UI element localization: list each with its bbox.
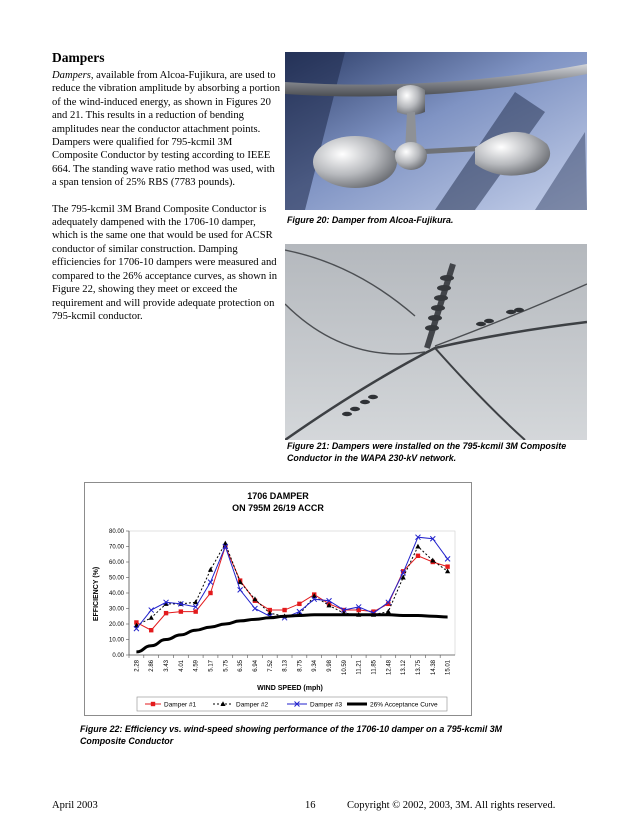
section-title: Dampers bbox=[52, 50, 105, 65]
x-tick-label: 11.21 bbox=[356, 660, 363, 675]
x-tick-label: 4.01 bbox=[178, 660, 185, 672]
damper-1-point bbox=[445, 564, 449, 568]
line-dampers-photo bbox=[285, 244, 587, 440]
y-tick-label: 20.00 bbox=[108, 622, 124, 629]
figure-21-caption: Figure 21: Dampers were installed on the 795-kcmil 3M Composite Conductor in the WAPA 230-kV network. bbox=[287, 441, 567, 463]
chart-plot-area bbox=[109, 529, 455, 675]
x-tick-label: 5.17 bbox=[208, 660, 215, 672]
y-tick-label: 50.00 bbox=[108, 575, 124, 582]
x-tick-label: 11.85 bbox=[371, 660, 378, 675]
figure-20-caption: Figure 20: Damper from Alcoa-Fujikura. bbox=[287, 215, 454, 225]
x-tick-label: 15.01 bbox=[445, 660, 452, 676]
x-tick-label: 5.75 bbox=[223, 660, 230, 672]
footer-date: April 2003 bbox=[52, 800, 98, 811]
y-tick-label: 30.00 bbox=[108, 606, 124, 613]
damper-1-point bbox=[282, 608, 286, 612]
x-tick-label: 13.12 bbox=[401, 660, 408, 676]
legend-label: Damper #3 bbox=[310, 701, 343, 709]
paragraph-1 bbox=[52, 69, 280, 190]
damper-1-point bbox=[149, 628, 153, 632]
x-tick-label: 9.34 bbox=[312, 660, 319, 672]
body-text bbox=[52, 69, 280, 336]
y-tick-label: 0.00 bbox=[112, 653, 124, 660]
damper-1-point bbox=[151, 702, 155, 706]
chart-x-axis-label: WIND SPEED (mph) bbox=[257, 685, 323, 692]
damper-1-point bbox=[164, 611, 168, 615]
x-tick-label: 12.48 bbox=[386, 660, 393, 676]
y-tick-label: 60.00 bbox=[108, 560, 124, 567]
damper-1-point bbox=[208, 591, 212, 595]
x-tick-label: 8.13 bbox=[282, 660, 289, 672]
damper-photo bbox=[285, 52, 587, 210]
legend-label: Damper #1 bbox=[164, 701, 197, 709]
y-tick-label: 70.00 bbox=[108, 544, 124, 551]
dampers-emphasis: Dampers bbox=[52, 70, 91, 81]
damper-1-point bbox=[297, 602, 301, 606]
chart-legend bbox=[137, 697, 447, 711]
footer-page-number: 16 bbox=[305, 800, 316, 811]
x-tick-label: 10.59 bbox=[341, 660, 348, 676]
x-tick-label: 8.75 bbox=[297, 660, 304, 672]
footer-copyright: Copyright © 2002, 2003, 3M. All rights reserved. bbox=[347, 800, 556, 811]
figure-22-caption: Figure 22: Efficiency vs. wind-speed showing performance of the 1706-10 damper on a 795-kcmil 3M Composite Conductor bbox=[80, 724, 503, 746]
x-tick-label: 6.35 bbox=[238, 660, 245, 672]
x-tick-label: 7.52 bbox=[267, 660, 274, 672]
paragraph-1-text: , available from Alcoa-Fujikura, are used to reduce the vibration amplitude by absorbing a portion of the wind-induced energy, as shown in Figures 20 and 21. This results in a reduction of bending amplitudes near the conductor attachment points. Dampers were qualified for 795-kcmil 3M Composite Conductor by testing according to IEEE 664. The standing wave ratio method was used, with a span tension of 25% RBS (7783 pounds). bbox=[52, 70, 280, 189]
x-tick-label: 3.43 bbox=[164, 660, 171, 672]
x-tick-label: 2.86 bbox=[149, 660, 156, 672]
x-tick-label: 13.75 bbox=[415, 660, 422, 676]
y-tick-label: 80.00 bbox=[108, 529, 124, 536]
chart-title-line1: 1706 DAMPER bbox=[247, 491, 309, 501]
x-tick-label: 6.94 bbox=[252, 660, 259, 672]
x-tick-label: 4.59 bbox=[193, 660, 200, 672]
x-tick-label: 14.38 bbox=[430, 660, 437, 676]
legend-label: 26% Acceptance Curve bbox=[370, 701, 438, 709]
damper-1-point bbox=[179, 609, 183, 613]
x-tick-label: 9.98 bbox=[327, 660, 334, 672]
y-tick-label: 40.00 bbox=[108, 591, 124, 598]
legend-label: Damper #2 bbox=[236, 701, 269, 709]
paragraph-2: The 795-kcmil 3M Brand Composite Conductor is adequately dampened with the 1706-10 damper, which is the same one that would be used for ACSR conductor of similar construction. Damping efficiencies for 1706-10 dampers were measured and compared to the 26% acceptance curves, as shown in Figure 22, showing they meet or exceed the requirement and will provide adequate protection on 795-kcmil conductor. bbox=[52, 203, 278, 322]
y-tick-label: 10.00 bbox=[108, 637, 124, 644]
chart-title-line2: ON 795M 26/19 ACCR bbox=[232, 503, 324, 513]
damper-1-point bbox=[193, 609, 197, 613]
x-tick-label: 2.28 bbox=[134, 660, 141, 672]
efficiency-chart-svg bbox=[85, 483, 471, 715]
efficiency-chart bbox=[84, 482, 472, 716]
damper-1-point bbox=[416, 554, 420, 558]
chart-y-axis-label: EFFICIENCY (%) bbox=[93, 566, 100, 622]
